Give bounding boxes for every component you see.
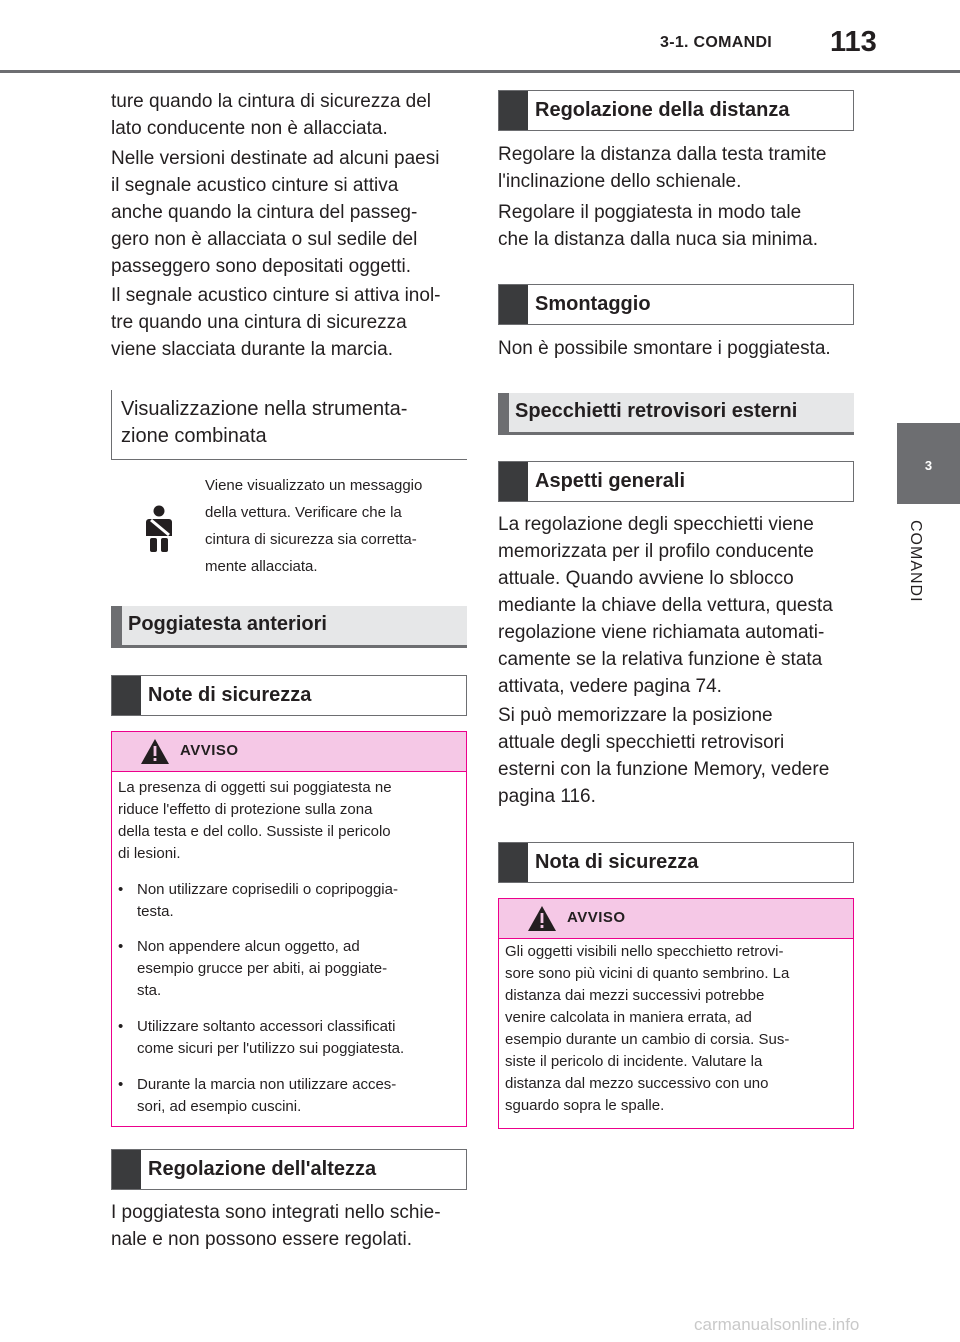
text-line: cintura di sicurezza sia corretta- bbox=[205, 531, 417, 548]
text-line: siste il pericolo di incidente. Valutare la bbox=[505, 1053, 763, 1070]
warning-label: AVVISO bbox=[180, 742, 239, 759]
text-line: esempio durante un cambio di corsia. Sus- bbox=[505, 1031, 790, 1048]
text-line: di lesioni. bbox=[118, 845, 181, 862]
text-line: come sicuri per l'utilizzo sui poggiatesta. bbox=[137, 1040, 405, 1057]
heading-removal bbox=[498, 284, 854, 325]
text-line: testa. bbox=[137, 903, 174, 920]
section-heading-headrests bbox=[111, 606, 467, 648]
heading-text: Nota di sicurezza bbox=[535, 851, 699, 873]
text-line: Non utilizzare coprisedili o copripoggia- bbox=[137, 881, 398, 898]
heading-safety-note bbox=[498, 842, 854, 883]
text-line: Non appendere alcun oggetto, ad bbox=[137, 938, 360, 955]
page-number: 113 bbox=[830, 26, 877, 58]
text-line: tre quando una cintura di sicurezza bbox=[111, 312, 407, 333]
text-line: viene slacciata durante la marcia. bbox=[111, 339, 393, 360]
heading-marker bbox=[499, 91, 528, 130]
text-line: mente allacciata. bbox=[205, 558, 318, 575]
section-title: 3-1. COMANDI bbox=[660, 34, 773, 51]
heading-accent bbox=[498, 393, 509, 432]
text-line: Utilizzare soltanto accessori classificati bbox=[137, 1018, 396, 1035]
text-line: venire calcolata in maniera errata, ad bbox=[505, 1009, 752, 1026]
text-line: attivata, vedere pagina 74. bbox=[498, 676, 722, 697]
seatbelt-warning-icon bbox=[142, 505, 176, 553]
warning-bullet: • Durante la marcia non utilizzare acces- sori, ad esempio cuscini. bbox=[118, 1074, 458, 1118]
text-line: Regolare il poggiatesta in modo tale bbox=[498, 202, 802, 223]
text-line: Si può memorizzare la posizione bbox=[498, 705, 773, 726]
heading-accent bbox=[111, 606, 122, 645]
text-line: il segnale acustico cinture si attiva bbox=[111, 175, 399, 196]
text-line: sore sono più vicini di quanto sembrino. La bbox=[505, 965, 790, 982]
heading-safety-notes bbox=[111, 675, 467, 716]
heading-marker bbox=[499, 843, 528, 882]
text-line: anche quando la cintura del passeg- bbox=[111, 202, 418, 223]
text-line: Durante la marcia non utilizzare acces- bbox=[137, 1076, 397, 1093]
warning-label: AVVISO bbox=[567, 909, 626, 926]
paragraph-driving bbox=[111, 282, 441, 363]
removal-paragraph bbox=[498, 335, 831, 362]
text-line: memorizzata per il profilo conducente bbox=[498, 541, 814, 562]
chapter-tab[interactable] bbox=[897, 423, 960, 504]
text-line: gero non è allacciata o sul sedile del bbox=[111, 229, 418, 250]
text-line: l'inclinazione dello schienale. bbox=[498, 171, 742, 192]
warning-bullet: • Non appendere alcun oggetto, ad esempio grucce per abiti, ai poggiate- sta. bbox=[118, 936, 458, 1002]
heading-text: Smontaggio bbox=[535, 293, 651, 315]
text-line: sori, ad esempio cuscini. bbox=[137, 1098, 302, 1115]
height-paragraph bbox=[111, 1199, 441, 1253]
general-paragraph-1 bbox=[498, 511, 833, 700]
text-line: pagina 116. bbox=[498, 786, 596, 807]
watermark: carmanualsonline.info bbox=[694, 1315, 860, 1334]
text-line: Non è possibile smontare i poggiatesta. bbox=[498, 338, 831, 359]
text-line: ture quando la cintura di sicurezza del bbox=[111, 91, 432, 112]
text-line: camente se la relativa funzione è stata bbox=[498, 649, 823, 670]
text-line: La regolazione degli specchietti viene bbox=[498, 514, 814, 535]
distance-paragraph-2 bbox=[498, 199, 818, 253]
warning-bullet: • Non utilizzare coprisedili o copripoggia- testa. bbox=[118, 879, 458, 923]
warning-text bbox=[505, 941, 789, 1117]
heading-text: Note di sicurezza bbox=[148, 684, 312, 706]
text-line: sguardo sopra le spalle. bbox=[505, 1097, 665, 1114]
text-line: Gli oggetti visibili nello specchietto retrovi- bbox=[505, 943, 784, 960]
text-line: mediante la chiave della vettura, questa bbox=[498, 595, 833, 616]
text-line: regolazione viene richiamata automati- bbox=[498, 622, 825, 643]
text-line: passeggero sono depositati oggetti. bbox=[111, 256, 411, 277]
warning-triangle-icon bbox=[527, 905, 557, 932]
text-line: della vettura. Verificare che la bbox=[205, 504, 402, 521]
text-line: Nelle versioni destinate ad alcuni paesi bbox=[111, 148, 440, 169]
heading-text: Regolazione dell'altezza bbox=[148, 1158, 377, 1180]
heading-text: Regolazione della distanza bbox=[535, 99, 790, 121]
intro-paragraph bbox=[111, 88, 431, 142]
text-line: attuale. Quando avviene lo sblocco bbox=[498, 568, 794, 589]
heading-text: Aspetti generali bbox=[535, 470, 686, 492]
text-line: che la distanza dalla nuca sia minima. bbox=[498, 229, 819, 250]
chapter-label bbox=[906, 520, 936, 640]
text-line: esterni con la funzione Memory, vedere bbox=[498, 759, 830, 780]
warning-triangle-icon bbox=[140, 738, 170, 765]
heading-text: Poggiatesta anteriori bbox=[128, 613, 327, 635]
header-rule bbox=[0, 70, 960, 73]
text-line: della testa e del collo. Sussiste il pericolo bbox=[118, 823, 391, 840]
text-line: Regolare la distanza dalla testa tramite bbox=[498, 144, 827, 165]
display-subheading bbox=[111, 390, 467, 460]
distance-paragraph-1 bbox=[498, 141, 826, 195]
heading-height-adjustment bbox=[111, 1149, 467, 1190]
general-paragraph-2 bbox=[498, 702, 829, 810]
heading-marker bbox=[499, 285, 528, 324]
text-line: La presenza di oggetti sui poggiatesta ne bbox=[118, 779, 392, 796]
text-line: distanza dai mezzi successivi potrebbe bbox=[505, 987, 765, 1004]
heading-distance-adjustment bbox=[498, 90, 854, 131]
warning-box-mirrors bbox=[498, 898, 854, 1129]
text-line: sta. bbox=[137, 982, 162, 999]
subheading-line: Visualizzazione nella strumenta- bbox=[121, 398, 408, 420]
text-line: Il segnale acustico cinture si attiva inol- bbox=[111, 285, 441, 306]
warning-box-headrests bbox=[111, 731, 467, 1127]
text-line: distanza dal mezzo successivo con uno bbox=[505, 1075, 769, 1092]
text-line: I poggiatesta sono integrati nello schie- bbox=[111, 1202, 441, 1223]
chapter-number: 3 bbox=[924, 458, 933, 473]
section-heading-mirrors bbox=[498, 393, 854, 435]
paragraph-countries bbox=[111, 145, 439, 280]
warning-header bbox=[499, 899, 853, 939]
text-line: Viene visualizzato un messaggio bbox=[205, 477, 423, 494]
text-line: attuale degli specchietti retrovisori bbox=[498, 732, 785, 753]
text-line: nale e non possono essere regolati. bbox=[111, 1229, 413, 1250]
heading-marker bbox=[112, 1150, 141, 1189]
heading-marker bbox=[112, 676, 141, 715]
warning-header bbox=[112, 732, 466, 772]
heading-text: Specchietti retrovisori esterni bbox=[515, 400, 798, 422]
text-line: riduce l'effetto di protezione sulla zona bbox=[118, 801, 373, 818]
warning-bullet: • Utilizzare soltanto accessori classificati come sicuri per l'utilizzo sui poggiatesta. bbox=[118, 1016, 458, 1060]
text-line: esempio grucce per abiti, ai poggiate- bbox=[137, 960, 388, 977]
display-message-text bbox=[205, 472, 467, 580]
heading-marker bbox=[499, 462, 528, 501]
heading-general-aspects bbox=[498, 461, 854, 502]
warning-text bbox=[118, 777, 392, 865]
text-line: lato conducente non è allacciata. bbox=[111, 118, 388, 139]
subheading-line: zione combinata bbox=[121, 425, 267, 447]
chapter-label-text: COMANDI bbox=[907, 520, 924, 603]
